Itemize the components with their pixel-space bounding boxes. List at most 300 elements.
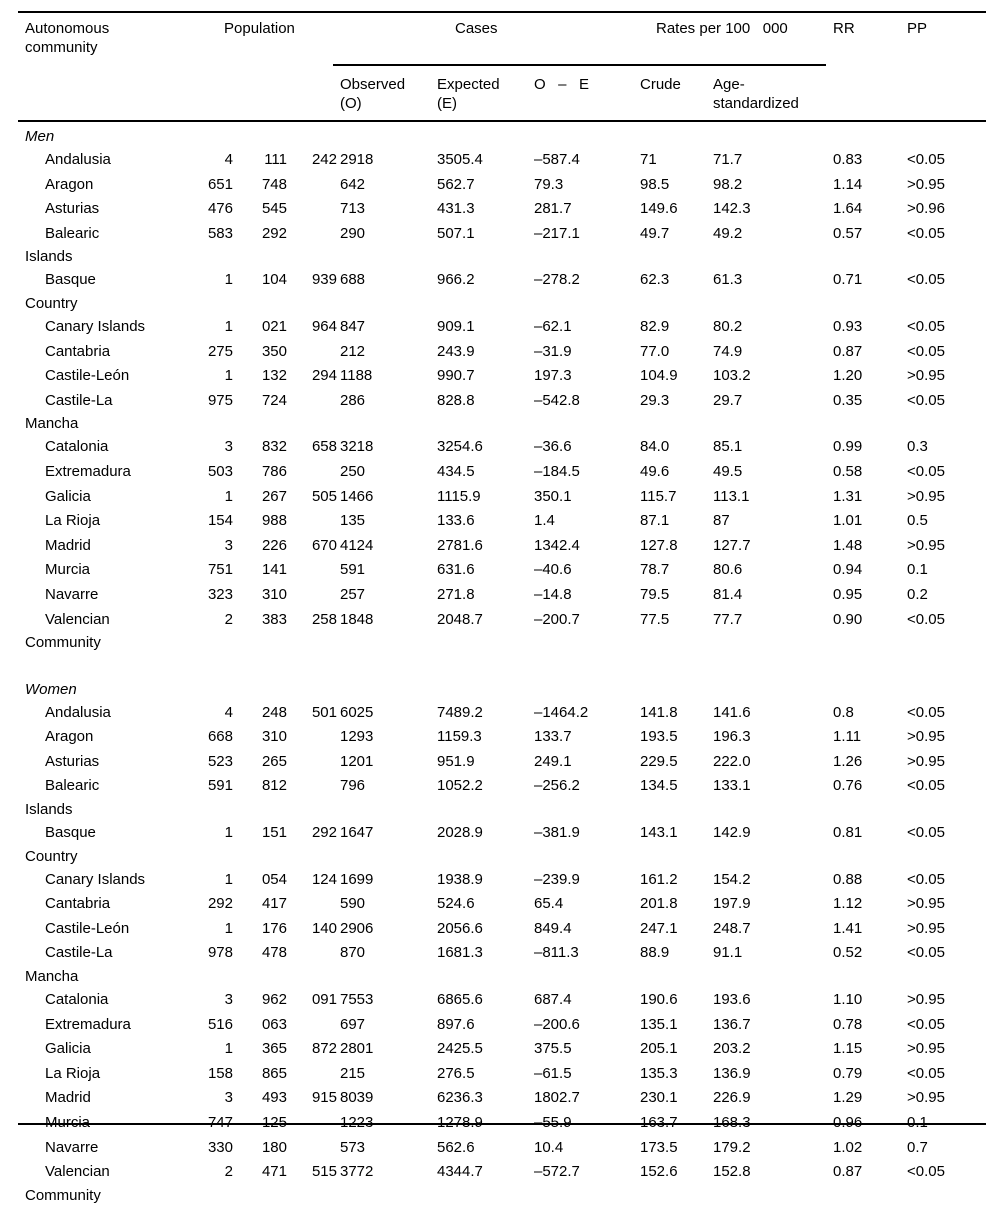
table-row (0, 1037, 1000, 1062)
cell-crude-rate: 229.5 (640, 752, 678, 770)
cell-rr: 1.41 (833, 919, 863, 937)
row-label-community: Canary Islands (45, 870, 146, 888)
row-label-continuation (0, 632, 1000, 654)
cell-observed-minus-expected: –200.7 (534, 610, 580, 628)
table-row (0, 1013, 1000, 1038)
population-group: 3 (224, 1089, 233, 1107)
cell-expected: 1681.3 (437, 944, 483, 962)
cell-pp: <0.05 (907, 342, 945, 360)
cell-expected: 1052.2 (437, 777, 483, 795)
row-label-community-wrap: Islands (25, 248, 73, 266)
cell-age-standardized-rate: 193.6 (713, 991, 751, 1009)
population-group: 132 (261, 367, 287, 385)
group-header-row (0, 679, 1000, 701)
row-label-community: Valencian (45, 1163, 110, 1181)
row-label-community: Cantabria (45, 895, 111, 913)
population-group: 154 (207, 512, 233, 530)
cell-observed-minus-expected: –217.1 (534, 224, 580, 242)
row-label-community: La Rioja (45, 1064, 101, 1082)
cell-pp: <0.05 (907, 1015, 945, 1033)
cell-expected: 271.8 (437, 585, 475, 603)
cell-population (189, 509, 337, 534)
population-group: 294 (311, 367, 337, 385)
column-header-population: Population (224, 20, 295, 37)
cell-pp: <0.05 (907, 317, 945, 335)
population-group: 1 (224, 824, 233, 842)
cell-age-standardized-rate: 77.7 (713, 610, 743, 628)
cell-population (189, 460, 337, 485)
population-group: 4 (224, 151, 233, 168)
population-group: 248 (261, 703, 287, 721)
cell-expected: 133.6 (437, 512, 475, 530)
population-group: 670 (311, 536, 337, 554)
cell-observed-minus-expected: –14.8 (534, 585, 572, 603)
cell-crude-rate: 163.7 (640, 1114, 678, 1131)
cell-age-standardized-rate: 222.0 (713, 752, 751, 770)
cell-population (189, 608, 337, 633)
column-subheader-observed: Observed (O) (340, 76, 410, 112)
population-group: 1 (224, 870, 233, 888)
table-row (0, 534, 1000, 559)
table-row (0, 222, 1000, 247)
cell-age-standardized-rate: 49.2 (713, 224, 743, 242)
cell-pp: >0.95 (907, 752, 945, 770)
population-group: 151 (261, 824, 287, 842)
column-subheader-o-minus-e: O – E (534, 76, 590, 93)
cell-pp: >0.95 (907, 536, 945, 554)
cell-expected: 909.1 (437, 317, 475, 335)
population-group: 350 (261, 342, 287, 360)
cell-age-standardized-rate: 133.1 (713, 777, 751, 795)
row-label-community: Madrid (45, 536, 91, 554)
cell-population (189, 485, 337, 510)
cell-pp: <0.05 (907, 610, 945, 628)
cell-pp: <0.05 (907, 1163, 945, 1181)
cell-age-standardized-rate: 248.7 (713, 919, 751, 937)
cell-expected: 562.6 (437, 1138, 475, 1156)
row-label-community: Andalusia (45, 151, 111, 168)
cell-rr: 1.10 (833, 991, 863, 1009)
cell-pp: <0.05 (907, 703, 945, 721)
cell-rr: 1.01 (833, 512, 863, 530)
population-group: 668 (207, 728, 233, 746)
cell-observed: 212 (340, 342, 366, 360)
column-header-rates: Rates per 100 000 (656, 20, 788, 37)
cell-crude-rate: 190.6 (640, 991, 678, 1009)
table-row (0, 821, 1000, 846)
cell-observed: 870 (340, 944, 366, 962)
cell-observed: 1466 (340, 487, 374, 505)
population-group: 747 (207, 1114, 233, 1131)
cell-population (189, 222, 337, 247)
row-label-community: Catalonia (45, 438, 109, 456)
population-group: 872 (311, 1040, 337, 1058)
cell-observed: 4124 (340, 536, 374, 554)
cell-observed-minus-expected: –40.6 (534, 561, 572, 579)
column-header-autonomous-community: Autonomous community (25, 20, 114, 56)
cell-observed: 135 (340, 512, 366, 530)
population-group: 310 (261, 728, 287, 746)
cell-pp: >0.95 (907, 175, 945, 193)
population-group: 292 (261, 224, 287, 242)
cell-age-standardized-rate: 87 (713, 512, 730, 530)
cell-expected: 2425.5 (437, 1040, 483, 1058)
table-row (0, 988, 1000, 1013)
cell-pp: <0.05 (907, 777, 945, 795)
row-label-community: Extremadura (45, 462, 131, 480)
cell-expected: 2028.9 (437, 824, 483, 842)
cell-observed-minus-expected: 65.4 (534, 895, 564, 913)
cell-pp: <0.05 (907, 391, 945, 409)
cell-crude-rate: 141.8 (640, 703, 678, 721)
cell-age-standardized-rate: 81.4 (713, 585, 743, 603)
population-group: 125 (261, 1114, 287, 1131)
cell-age-standardized-rate: 196.3 (713, 728, 751, 746)
cell-rr: 0.57 (833, 224, 863, 242)
row-label-community: Basque (45, 824, 96, 842)
cell-observed-minus-expected: –61.5 (534, 1064, 572, 1082)
table-row (0, 435, 1000, 460)
cell-population (189, 701, 337, 726)
row-label-community: La Rioja (45, 512, 101, 530)
cell-pp: 0.5 (907, 512, 928, 530)
cell-crude-rate: 78.7 (640, 561, 670, 579)
cell-expected: 966.2 (437, 271, 475, 289)
population-group: 091 (311, 991, 337, 1009)
population-group: 812 (261, 777, 287, 795)
cell-age-standardized-rate: 168.3 (713, 1114, 751, 1131)
population-group: 501 (311, 703, 337, 721)
cell-observed-minus-expected: 10.4 (534, 1138, 564, 1156)
cell-expected: 6236.3 (437, 1089, 483, 1107)
cell-age-standardized-rate: 61.3 (713, 271, 743, 289)
cell-crude-rate: 98.5 (640, 175, 670, 193)
cell-expected: 1159.3 (437, 728, 482, 746)
cell-population (189, 1111, 337, 1136)
cell-population (189, 173, 337, 198)
population-group: 265 (261, 752, 287, 770)
row-label-community: Catalonia (45, 991, 109, 1009)
cell-age-standardized-rate: 142.3 (713, 200, 751, 218)
population-group: 1 (224, 919, 233, 937)
cell-rr: 0.99 (833, 438, 863, 456)
cell-observed-minus-expected: 1802.7 (534, 1089, 580, 1107)
population-group: 493 (261, 1089, 287, 1107)
cell-rr: 1.64 (833, 200, 863, 218)
cell-population (189, 821, 337, 846)
cell-age-standardized-rate: 226.9 (713, 1089, 751, 1107)
cell-expected: 434.5 (437, 462, 475, 480)
cell-pp: >0.95 (907, 1089, 945, 1107)
cell-rr: 0.95 (833, 585, 863, 603)
cell-expected: 2048.7 (437, 610, 483, 628)
cell-age-standardized-rate: 141.6 (713, 703, 751, 721)
population-group: 3 (224, 438, 233, 456)
population-group: 915 (311, 1089, 337, 1107)
cell-age-standardized-rate: 179.2 (713, 1138, 751, 1156)
cell-population (189, 725, 337, 750)
spanner-rule (333, 64, 826, 66)
cell-age-standardized-rate: 203.2 (713, 1040, 751, 1058)
cell-observed-minus-expected: 375.5 (534, 1040, 572, 1058)
population-group: 258 (311, 610, 337, 628)
cell-pp: >0.96 (907, 200, 945, 218)
cell-population (189, 1136, 337, 1161)
population-group: 1 (224, 1040, 233, 1058)
row-label-community-wrap: Mancha (25, 968, 79, 986)
cell-observed: 1647 (340, 824, 374, 842)
population-group: 505 (311, 487, 337, 505)
cell-crude-rate: 161.2 (640, 870, 678, 888)
cell-population (189, 583, 337, 608)
table-row (0, 197, 1000, 222)
table-body (0, 126, 1000, 1207)
cell-rr: 0.35 (833, 391, 863, 409)
cell-observed: 713 (340, 200, 366, 218)
table-row (0, 340, 1000, 365)
population-group: 242 (311, 151, 337, 168)
column-header-rr: RR (833, 20, 855, 37)
cell-crude-rate: 135.3 (640, 1064, 678, 1082)
row-label-community: Castile-La (45, 391, 113, 409)
cell-expected: 3505.4 (437, 151, 483, 168)
cell-population (189, 197, 337, 222)
cell-age-standardized-rate: 29.7 (713, 391, 743, 409)
cell-population (189, 892, 337, 917)
cell-crude-rate: 104.9 (640, 367, 678, 385)
cell-observed: 642 (340, 175, 366, 193)
row-label-community: Murcia (45, 1114, 91, 1131)
cell-pp: <0.05 (907, 271, 945, 289)
cell-observed-minus-expected: –62.1 (534, 317, 572, 335)
table-row (0, 485, 1000, 510)
cell-pp: <0.05 (907, 224, 945, 242)
cell-observed-minus-expected: –811.3 (534, 944, 579, 962)
cell-pp: <0.05 (907, 1064, 945, 1082)
population-group: 104 (261, 271, 287, 289)
cell-expected: 276.5 (437, 1064, 475, 1082)
row-label-community: Extremadura (45, 1015, 131, 1033)
cell-age-standardized-rate: 71.7 (713, 151, 743, 168)
population-group: 2 (224, 1163, 233, 1181)
cell-rr: 0.96 (833, 1114, 863, 1131)
cell-observed: 286 (340, 391, 366, 409)
cell-observed: 2918 (340, 151, 374, 168)
group-header-row (0, 126, 1000, 148)
table-row (0, 268, 1000, 293)
cell-age-standardized-rate: 80.2 (713, 317, 743, 335)
cell-rr: 0.87 (833, 342, 863, 360)
cell-crude-rate: 230.1 (640, 1089, 678, 1107)
cell-observed-minus-expected: –36.6 (534, 438, 572, 456)
cell-pp: <0.05 (907, 944, 945, 962)
population-group: 651 (207, 175, 233, 193)
cell-observed: 215 (340, 1064, 366, 1082)
cell-pp: >0.95 (907, 895, 945, 913)
cell-crude-rate: 205.1 (640, 1040, 678, 1058)
population-group: 939 (311, 271, 337, 289)
row-label-community: Aragon (45, 175, 94, 193)
cell-rr: 1.20 (833, 367, 863, 385)
cell-pp: <0.05 (907, 151, 945, 168)
cell-crude-rate: 49.6 (640, 462, 670, 480)
group-label: Men (25, 128, 55, 145)
population-group: 275 (207, 342, 233, 360)
cell-expected: 243.9 (437, 342, 475, 360)
cell-pp: >0.95 (907, 1040, 945, 1058)
cell-pp: >0.95 (907, 367, 945, 385)
cell-rr: 0.83 (833, 151, 863, 168)
cell-age-standardized-rate: 98.2 (713, 175, 743, 193)
cell-population (189, 364, 337, 389)
population-group: 1 (224, 367, 233, 385)
cell-crude-rate: 49.7 (640, 224, 670, 242)
row-label-community: Andalusia (45, 703, 111, 721)
population-group: 323 (207, 585, 233, 603)
cell-observed-minus-expected: 687.4 (534, 991, 572, 1009)
row-label-community: Balearic (45, 224, 100, 242)
row-label-community: Asturias (45, 752, 100, 770)
cell-population (189, 774, 337, 799)
cell-age-standardized-rate: 113.1 (713, 487, 750, 505)
cell-population (189, 558, 337, 583)
cell-pp: <0.05 (907, 870, 945, 888)
cell-observed: 257 (340, 585, 366, 603)
population-group: 515 (311, 1163, 337, 1181)
table-row (0, 750, 1000, 775)
cell-observed-minus-expected: –239.9 (534, 870, 580, 888)
cell-crude-rate: 77.5 (640, 610, 670, 628)
cell-rr: 1.29 (833, 1089, 863, 1107)
cell-expected: 3254.6 (437, 438, 483, 456)
column-subheader-expected: Expected (E) (437, 76, 504, 112)
population-group: 365 (261, 1040, 287, 1058)
cell-observed: 591 (340, 561, 366, 579)
cell-observed: 688 (340, 271, 366, 289)
cell-population (189, 750, 337, 775)
population-group: 310 (261, 585, 287, 603)
cell-rr: 1.14 (833, 175, 863, 193)
population-group: 865 (261, 1064, 287, 1082)
cell-expected: 1115.9 (437, 487, 481, 505)
table-row (0, 583, 1000, 608)
population-group: 523 (207, 752, 233, 770)
population-group: 417 (261, 895, 287, 913)
cell-rr: 1.11 (833, 728, 862, 746)
population-group: 751 (207, 561, 233, 579)
population-group: 292 (207, 895, 233, 913)
group-spacer (0, 654, 1000, 679)
population-group: 591 (207, 777, 233, 795)
cell-expected: 631.6 (437, 561, 475, 579)
column-header-cases: Cases (455, 20, 498, 37)
cell-crude-rate: 143.1 (640, 824, 678, 842)
population-group: 748 (261, 175, 287, 193)
table-row (0, 868, 1000, 893)
cell-population (189, 1062, 337, 1087)
column-subheader-crude: Crude (640, 76, 681, 93)
cell-expected: 2056.6 (437, 919, 483, 937)
cell-observed: 1223 (340, 1114, 374, 1131)
population-group: 1 (224, 317, 233, 335)
cell-observed-minus-expected: 133.7 (534, 728, 572, 746)
cell-population (189, 1037, 337, 1062)
population-group: 2 (224, 610, 233, 628)
population-group: 962 (261, 991, 287, 1009)
table-row (0, 460, 1000, 485)
cell-expected: 897.6 (437, 1015, 475, 1033)
cell-rr: 1.26 (833, 752, 863, 770)
cell-expected: 431.3 (437, 200, 475, 218)
population-group: 545 (261, 200, 287, 218)
header-bottom-rule (18, 120, 986, 122)
column-header-pp: PP (907, 20, 928, 37)
population-group: 988 (261, 512, 287, 530)
cell-crude-rate: 87.1 (640, 512, 670, 530)
row-label-community-wrap: Islands (25, 801, 73, 819)
cell-crude-rate: 79.5 (640, 585, 670, 603)
cell-observed: 3772 (340, 1163, 374, 1181)
cell-expected: 951.9 (437, 752, 475, 770)
cell-observed: 796 (340, 777, 366, 795)
cell-observed: 1699 (340, 870, 374, 888)
population-group: 267 (261, 487, 287, 505)
table-row (0, 892, 1000, 917)
population-group: 478 (261, 944, 287, 962)
table-row (0, 1136, 1000, 1161)
population-group: 226 (261, 536, 287, 554)
population-group: 503 (207, 462, 233, 480)
cell-observed-minus-expected: –572.7 (534, 1163, 580, 1181)
cell-observed: 7553 (340, 991, 374, 1009)
cell-pp: >0.95 (907, 728, 945, 746)
cell-population (189, 534, 337, 559)
cell-population (189, 268, 337, 293)
cell-rr: 0.79 (833, 1064, 863, 1082)
row-label-community: Balearic (45, 777, 100, 795)
cell-age-standardized-rate: 127.7 (713, 536, 751, 554)
population-group: 516 (207, 1015, 233, 1033)
row-label-community-wrap: Country (25, 294, 78, 312)
cell-expected: 562.7 (437, 175, 475, 193)
cell-crude-rate: 193.5 (640, 728, 678, 746)
cell-pp: 0.1 (907, 561, 928, 579)
row-label-community-wrap: Country (25, 847, 78, 865)
cell-observed: 1188 (340, 367, 373, 385)
population-group: 1 (224, 487, 233, 505)
row-label-community-wrap: Community (25, 1186, 101, 1204)
population-group: 832 (261, 438, 287, 456)
cell-rr: 1.02 (833, 1138, 863, 1156)
row-label-community: Galicia (45, 1040, 91, 1058)
table-row (0, 389, 1000, 414)
population-group: 054 (261, 870, 287, 888)
cell-pp: >0.95 (907, 919, 945, 937)
row-label-continuation (0, 846, 1000, 868)
table-row (0, 917, 1000, 942)
cell-observed-minus-expected: –31.9 (534, 342, 572, 360)
cell-pp: 0.2 (907, 585, 928, 603)
population-group: 158 (207, 1064, 233, 1082)
cell-age-standardized-rate: 74.9 (713, 342, 743, 360)
cell-age-standardized-rate: 136.9 (713, 1064, 751, 1082)
cell-observed: 1201 (340, 752, 374, 770)
cell-population (189, 1160, 337, 1185)
cell-age-standardized-rate: 152.8 (713, 1163, 751, 1181)
cell-rr: 1.15 (833, 1040, 863, 1058)
cell-crude-rate: 62.3 (640, 271, 670, 289)
cell-pp: <0.05 (907, 462, 945, 480)
